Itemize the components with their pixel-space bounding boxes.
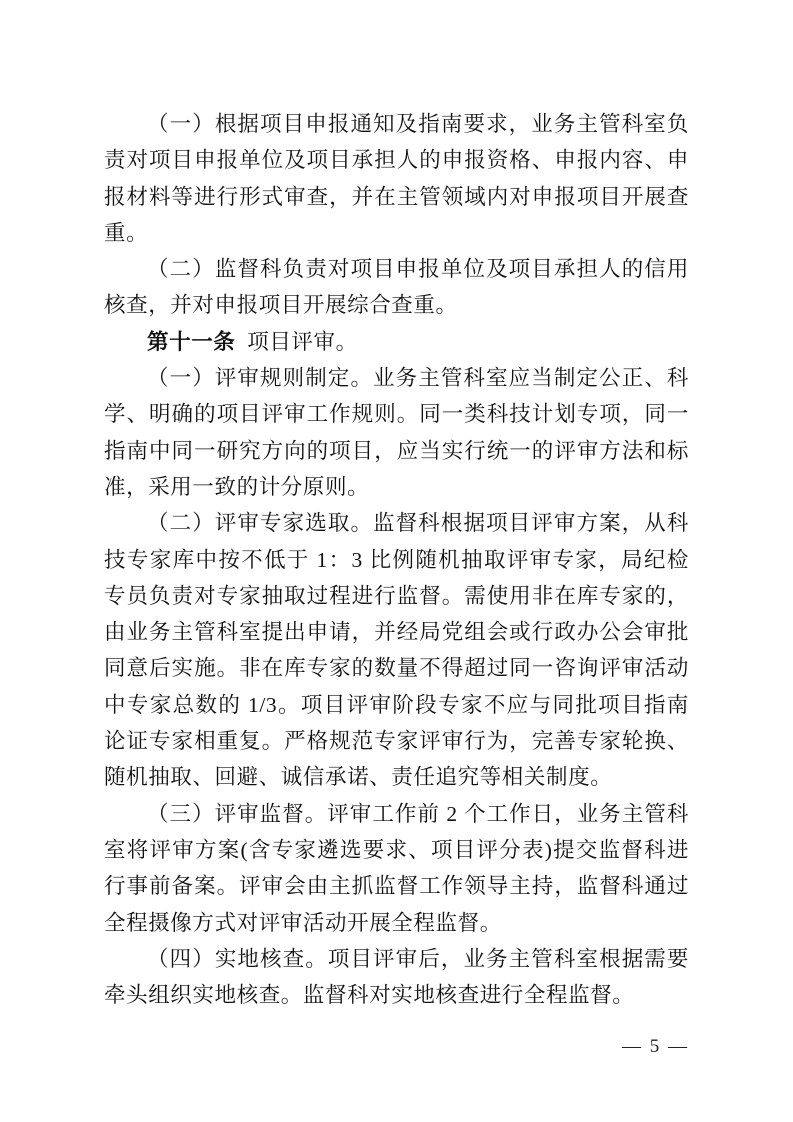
article-11-label: 第十一条 bbox=[147, 329, 236, 354]
page-number: — 5 — bbox=[622, 1036, 689, 1057]
clause-paragraph: （二）监督科负责对项目申报单位及项目承担人的信用核查，并对申报项目开展综合查重。 bbox=[104, 257, 689, 318]
document-body bbox=[104, 106, 689, 1050]
article-heading-12 bbox=[104, 1013, 689, 1049]
article-11-title: 项目评审。 bbox=[247, 329, 358, 354]
clause-paragraph: （一）根据项目申报通知及指南要求，业务主管科室负责对项目申报单位及项目承担人的申报资格、申报内容、申报材料等进行形式审查，并在主管领域内对申报项目开展查重。 bbox=[104, 112, 689, 245]
clause-paragraph: （三）评审监督。评审工作前 2 个工作日，业务主管科室将评审方案(含专家遴选要求、项目评分表)提交监督科进行事前备案。评审会由主抓监督工作领导主持，监督科通过全程摄像方式对评审活动开展全程监督。 bbox=[104, 801, 689, 935]
clause-paragraph: （四）实地核查。项目评审后，业务主管科室根据需要牵头组织实地核查。监督科对实地核查进行全程监督。 bbox=[104, 946, 689, 1008]
clause-paragraph: （二）评审专家选取。监督科根据项目评审方案，从科技专家库中按不低于 1：3 比例随机抽取评审专家，局纪检专员负责对专家抽取过程进行监督。需使用非在库专家的，由业务主管科室提出申请，并经局党组会或行政办公会审批同意后实施。非在库专家的数量不得超过同一咨询评审活动中专家总数的 1/3。项目评审阶段专家不应与同批项目指南论证专家相重复。严格规范专家评审行为，完善专家轮换、随机抽取、回避、诚信承诺、责任追究等相关制度。 bbox=[104, 511, 689, 790]
article-heading-11 bbox=[104, 324, 689, 360]
clause-paragraph: （一）评审规则制定。业务主管科室应当制定公正、科学、明确的项目评审工作规则。同一类科技计划专项，同一指南中同一研究方向的项目，应当实行统一的评审方法和标准，采用一致的计分原则。 bbox=[104, 366, 689, 499]
